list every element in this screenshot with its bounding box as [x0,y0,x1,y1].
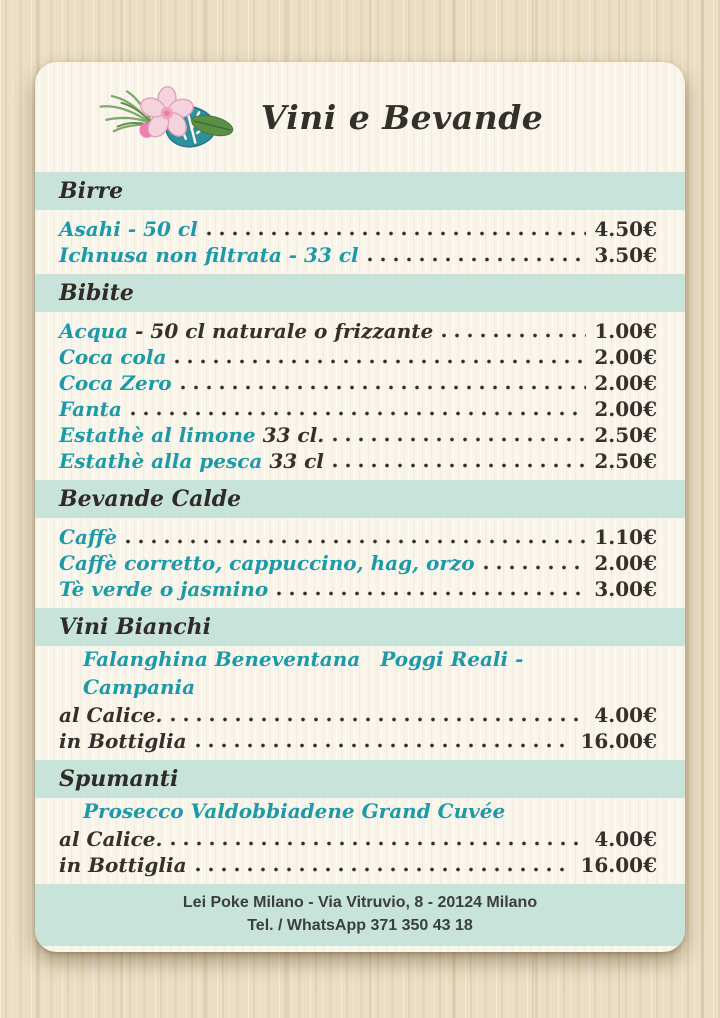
menu-item-row [59,370,657,396]
dot-leader [170,841,586,846]
item-name-detail: 33 cl [262,449,324,473]
item-price: 2.00€ [594,345,657,369]
item-price: 2.50€ [594,449,657,473]
menu-item-row [59,852,657,878]
item-price: 2.00€ [594,371,657,395]
item-price: 3.00€ [594,577,657,601]
section-title: Spumanti [59,766,179,792]
item-price: 1.00€ [594,319,657,343]
section-band-bibite [35,274,685,312]
section-title: Vini Bianchi [59,614,212,640]
menu-title: Vini e Bevande [260,97,544,137]
section-band-birre [35,172,685,210]
dot-leader [195,743,573,748]
dot-leader [195,867,573,872]
dot-leader [206,231,587,236]
item-price: 16.00€ [580,729,657,753]
dot-leader [367,257,587,262]
menu-item-row [59,524,657,550]
item-name: Caffè corretto, cappuccino, hag, orzo [59,551,475,575]
item-name: Ichnusa non filtrata - 33 cl [59,243,359,267]
item-name: in Bottiglia [59,853,187,877]
menu-item-row [59,702,657,728]
wine-name: Prosecco Valdobbiadene Grand Cuvée [83,799,506,823]
dot-leader [180,385,587,390]
section-title: Birre [59,178,124,204]
menu-item-row [59,344,657,370]
section-title: Bibite [59,280,134,306]
dot-leader [332,463,586,468]
menu-item-row [59,448,657,474]
item-name: al Calice. [59,827,163,851]
wine-origin: Poggi Reali - Campania [83,647,524,699]
item-price: 4.00€ [594,703,657,727]
item-price: 4.50€ [594,217,657,241]
item-name: Estathè alla pesca [59,449,263,473]
section-title: Bevande Calde [59,486,242,512]
menu-item-row [59,216,657,242]
footer-contact-band [35,884,685,946]
footer-phone: Tel. / WhatsApp 371 350 43 18 [247,916,473,934]
dot-leader [332,437,586,442]
section-band-bevande-calde [35,480,685,518]
section-items-vini-bianchi [35,646,685,760]
item-price: 3.50€ [594,243,657,267]
item-name: Coca Zero [59,371,172,395]
item-name: Fanta [59,397,122,421]
item-price: 16.00€ [580,853,657,877]
section-items-bevande-calde [35,518,685,608]
section-band-vini-bianchi [35,608,685,646]
wine-heading [59,646,657,702]
dot-leader [130,411,587,416]
menu-item-row [59,728,657,754]
dot-leader [441,333,586,338]
menu-header [35,62,685,172]
item-price: 2.00€ [594,551,657,575]
footer-address: Lei Poke Milano - Via Vitruvio, 8 - 20124 Milano [182,894,538,911]
item-name: Asahi - 50 cl [59,217,198,241]
dot-leader [276,591,586,596]
item-name-detail: 33 cl. [255,423,325,447]
item-name: Tè verde o jasmino [59,577,269,601]
item-name: Coca cola [59,345,167,369]
dot-leader [483,565,587,570]
menu-item-row [59,422,657,448]
menu-item-row [59,550,657,576]
dot-leader [125,539,586,544]
tropical-flower-icon [93,83,235,151]
menu-item-row [59,576,657,602]
item-name-detail: - 50 cl naturale o frizzante [128,319,434,343]
item-name: Estathè al limone [59,423,256,447]
menu-item-row [59,396,657,422]
dot-leader [170,717,586,722]
menu-item-row [59,826,657,852]
section-items-birre [35,210,685,274]
menu-card [35,62,685,952]
item-name: in Bottiglia [59,729,187,753]
wine-name: Falanghina Beneventana [83,647,361,671]
item-price: 2.00€ [594,397,657,421]
wine-heading [59,798,657,826]
dot-leader [174,359,586,364]
menu-item-row [59,242,657,268]
item-name: Caffè [59,525,118,549]
item-name: al Calice. [59,703,163,727]
section-band-spumanti [35,760,685,798]
item-price: 2.50€ [594,423,657,447]
item-price: 4.00€ [594,827,657,851]
menu-item-row [59,318,657,344]
item-price: 1.10€ [594,525,657,549]
section-items-spumanti [35,798,685,884]
item-name: Acqua [59,319,129,343]
section-items-bibite [35,312,685,480]
